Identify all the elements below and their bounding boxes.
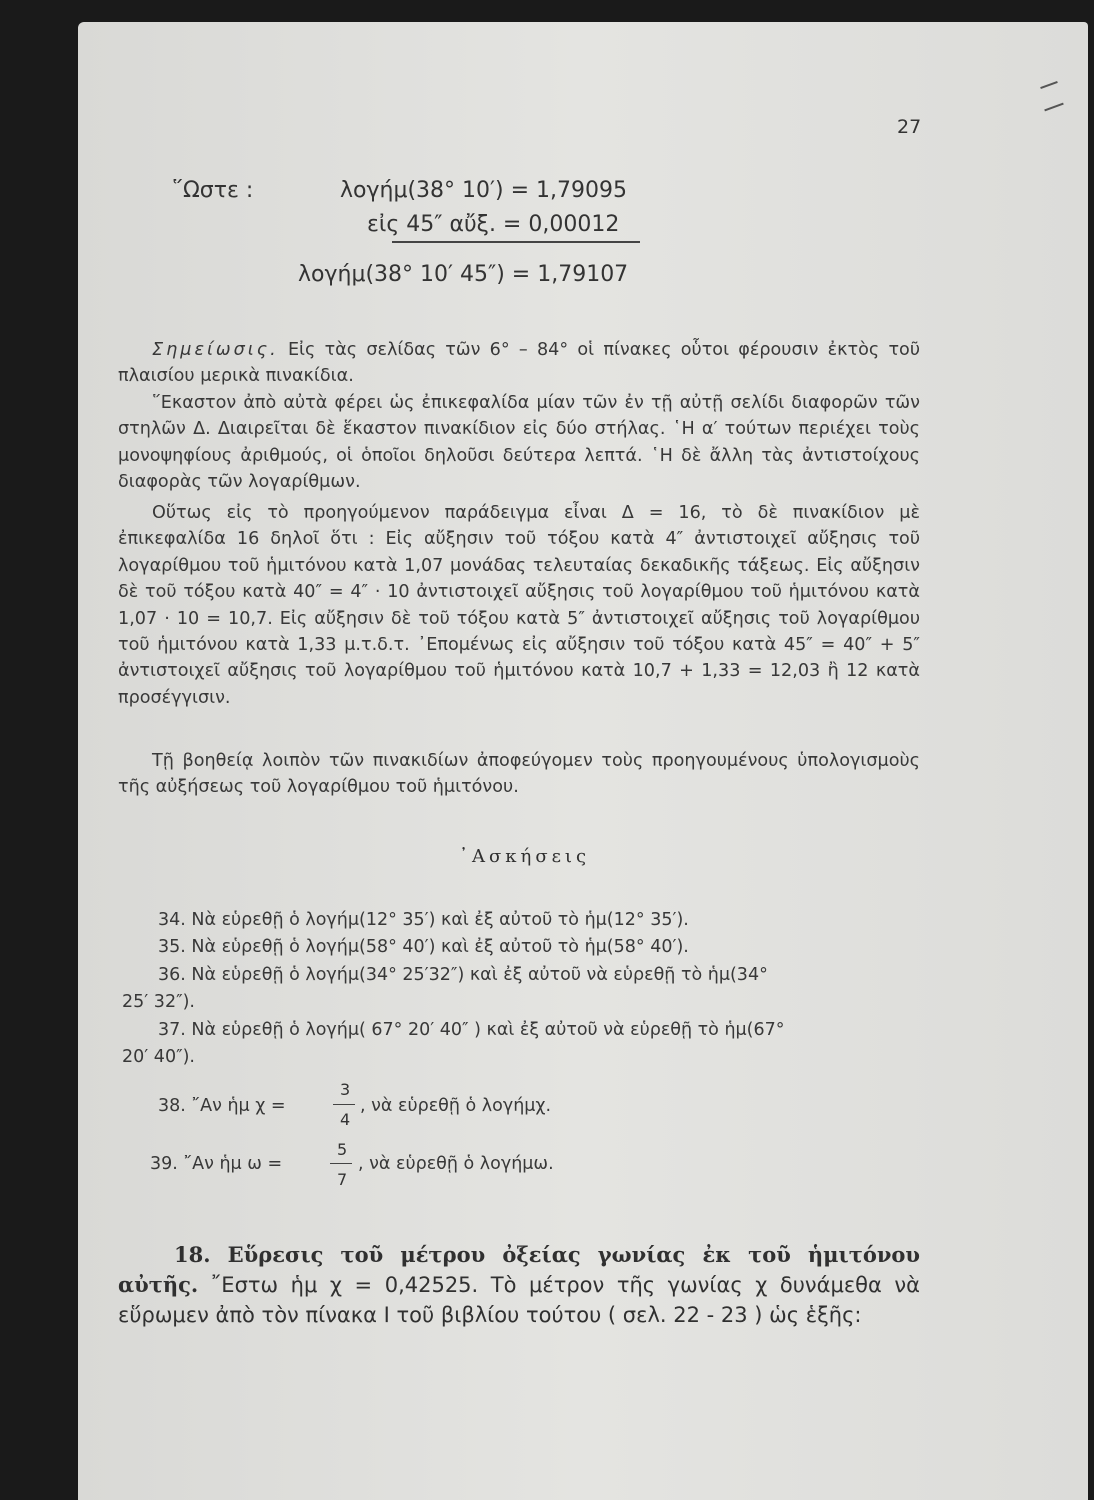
calc-line-2: εἰς 45″ αὔξ. = 0,00012 bbox=[367, 212, 620, 237]
exercise-36: 36. Νὰ εὑρεθῇ ὁ λογήμ(34° 25′32″) καὶ ἐξ αὐτοῦ νὰ εὑρεθῇ τὸ ἡμ(34° bbox=[158, 965, 768, 985]
exercise-37-cont: 20′ 40″). bbox=[122, 1047, 195, 1067]
exercise-38: 38. ῎Αν ἡμ χ = bbox=[158, 1096, 286, 1116]
section-title: 18. Εὕρεσις τοῦ μέτρου ὀξείας γωνίας ἐκ τοῦ ἡμιτόνου αὐτῆς. bbox=[118, 1242, 920, 1297]
calc-rule bbox=[392, 241, 640, 243]
calc-hoste: ῞Ωστε : bbox=[172, 178, 254, 203]
note-text-4: Τῇ βοηθείᾳ λοιπὸν τῶν πινακιδίων ἀποφεύγομεν τοὺς προηγουμένους ὑπολογισμοὺς τῆς αὐξήσεως τοῦ λογαρίθμου τοῦ ἡμιτόνου. bbox=[118, 751, 920, 798]
exercise-38-denominator: 4 bbox=[340, 1110, 351, 1129]
note-paragraph-4 bbox=[118, 748, 920, 801]
note-text-1: Εἰς τὰς σελίδας τῶν 6° – 84° οἱ πίνακες οὗτοι φέρουσιν ἐκτὸς τοῦ πλαισίου μερικὰ πινακίδια. bbox=[118, 340, 921, 387]
exercise-38-fraction-bar bbox=[333, 1104, 355, 1105]
exercise-34: 34. Νὰ εὑρεθῇ ὁ λογήμ(12° 35′) καὶ ἐξ αὐτοῦ τὸ ἡμ(12° 35′). bbox=[158, 910, 689, 930]
exercise-35: 35. Νὰ εὑρεθῇ ὁ λογήμ(58° 40′) καὶ ἐξ αὐτοῦ τὸ ἡμ(58° 40′). bbox=[158, 937, 689, 957]
exercise-36-cont: 25′ 32″). bbox=[122, 992, 195, 1012]
note-text-2: ῞Εκαστον ἀπὸ αὐτὰ φέρει ὡς ἐπικεφαλίδα μίαν τῶν ἐν τῇ αὐτῇ σελίδι διαφορῶν τῶν στηλῶν Δ. Διαιρεῖται δὲ ἕκαστον πινακίδιον εἰς δύο στήλας. ῾Η α′ τούτων περιέχει τοὺς μονοψηφίους ἀριθμούς, οἱ ὁποῖοι δηλοῦσι δεύτερα λεπτά. ῾Η δὲ ἄλλη τὰς ἀντιστοίχους διαφορὰς τῶν λογαρίθμων. bbox=[118, 393, 920, 493]
exercise-37: 37. Νὰ εὑρεθῇ ὁ λογήμ( 67° 20′ 40″ ) καὶ ἐξ αὐτοῦ νὰ εὑρεθῇ τὸ ἡμ(67° bbox=[158, 1020, 785, 1040]
exercise-39: 39. ῎Αν ἡμ ω = bbox=[150, 1154, 283, 1174]
exercises-heading: ᾿Ασκήσεις bbox=[459, 846, 591, 867]
page-number: 27 bbox=[897, 116, 922, 138]
calc-line-1: λογήμ(38° 10′) = 1,79095 bbox=[340, 178, 627, 203]
exercise-39-numerator: 5 bbox=[337, 1140, 348, 1159]
calc-line-3: λογήμ(38° 10′ 45″) = 1,79107 bbox=[298, 262, 629, 287]
note-paragraph-3 bbox=[118, 500, 920, 711]
note-text-3: Οὕτως εἰς τὸ προηγούμενον παράδειγμα εἶναι Δ = 16, τὸ δὲ πινακίδιον μὲ ἐπικεφαλίδα 16 δηλοῖ ὅτι : Εἰς αὔξησιν τοῦ τόξου κατὰ 4″ ἀντιστοιχεῖ αὔξησις τοῦ λογαρίθμου τοῦ ἡμιτόνου κατὰ 1,07 μονάδας τελευταίας δεκαδικῆς τάξεως. Εἰς αὔξησιν δὲ τοῦ τόξου κατὰ 40″ = 4″ · 10 ἀντιστοιχεῖ αὔξησις τοῦ λογαρίθμου τοῦ ἡμιτόνου κατὰ 1,07 · 10 = 10,7. Εἰς αὔξησιν δὲ τοῦ τόξου κατὰ 5″ ἀντιστοιχεῖ αὔξησις τοῦ λογαρίθμου τοῦ ἡμιτόνου κατὰ 1,33 μ.τ.δ.τ. ᾿Επομένως εἰς αὔξησιν τοῦ τόξου κατὰ 45″ = 40″ + 5″ ἀντιστοιχεῖ αὔξησις τοῦ λογαρίθμου τοῦ ἡμιτόνου κατὰ 10,7 + 1,33 = 12,03 ἢ 12 κατὰ προσέγγισιν. bbox=[118, 503, 920, 708]
exercise-38-rest: , νὰ εὑρεθῇ ὁ λογήμχ. bbox=[360, 1096, 552, 1116]
section-body: ῎Εστω ἡμ χ = 0,42525. Τὸ μέτρον τῆς γωνίας χ δυνάμεθα νὰ εὕρωμεν ἀπὸ τὸν πίνακα Ι τοῦ βιβλίου τούτου ( σελ. 22 - 23 ) ὡς ἑξῆς: bbox=[118, 1273, 920, 1327]
exercise-39-denominator: 7 bbox=[337, 1170, 348, 1189]
exercise-39-fraction-bar bbox=[330, 1163, 352, 1164]
note-paragraph bbox=[118, 337, 920, 390]
exercise-38-numerator: 3 bbox=[340, 1080, 351, 1099]
exercise-39-rest: , νὰ εὑρεθῇ ὁ λογήμω. bbox=[358, 1154, 554, 1174]
note-paragraph-2 bbox=[118, 390, 920, 496]
note-title: Σημείωσις. bbox=[152, 340, 279, 360]
section-18 bbox=[118, 1240, 920, 1330]
